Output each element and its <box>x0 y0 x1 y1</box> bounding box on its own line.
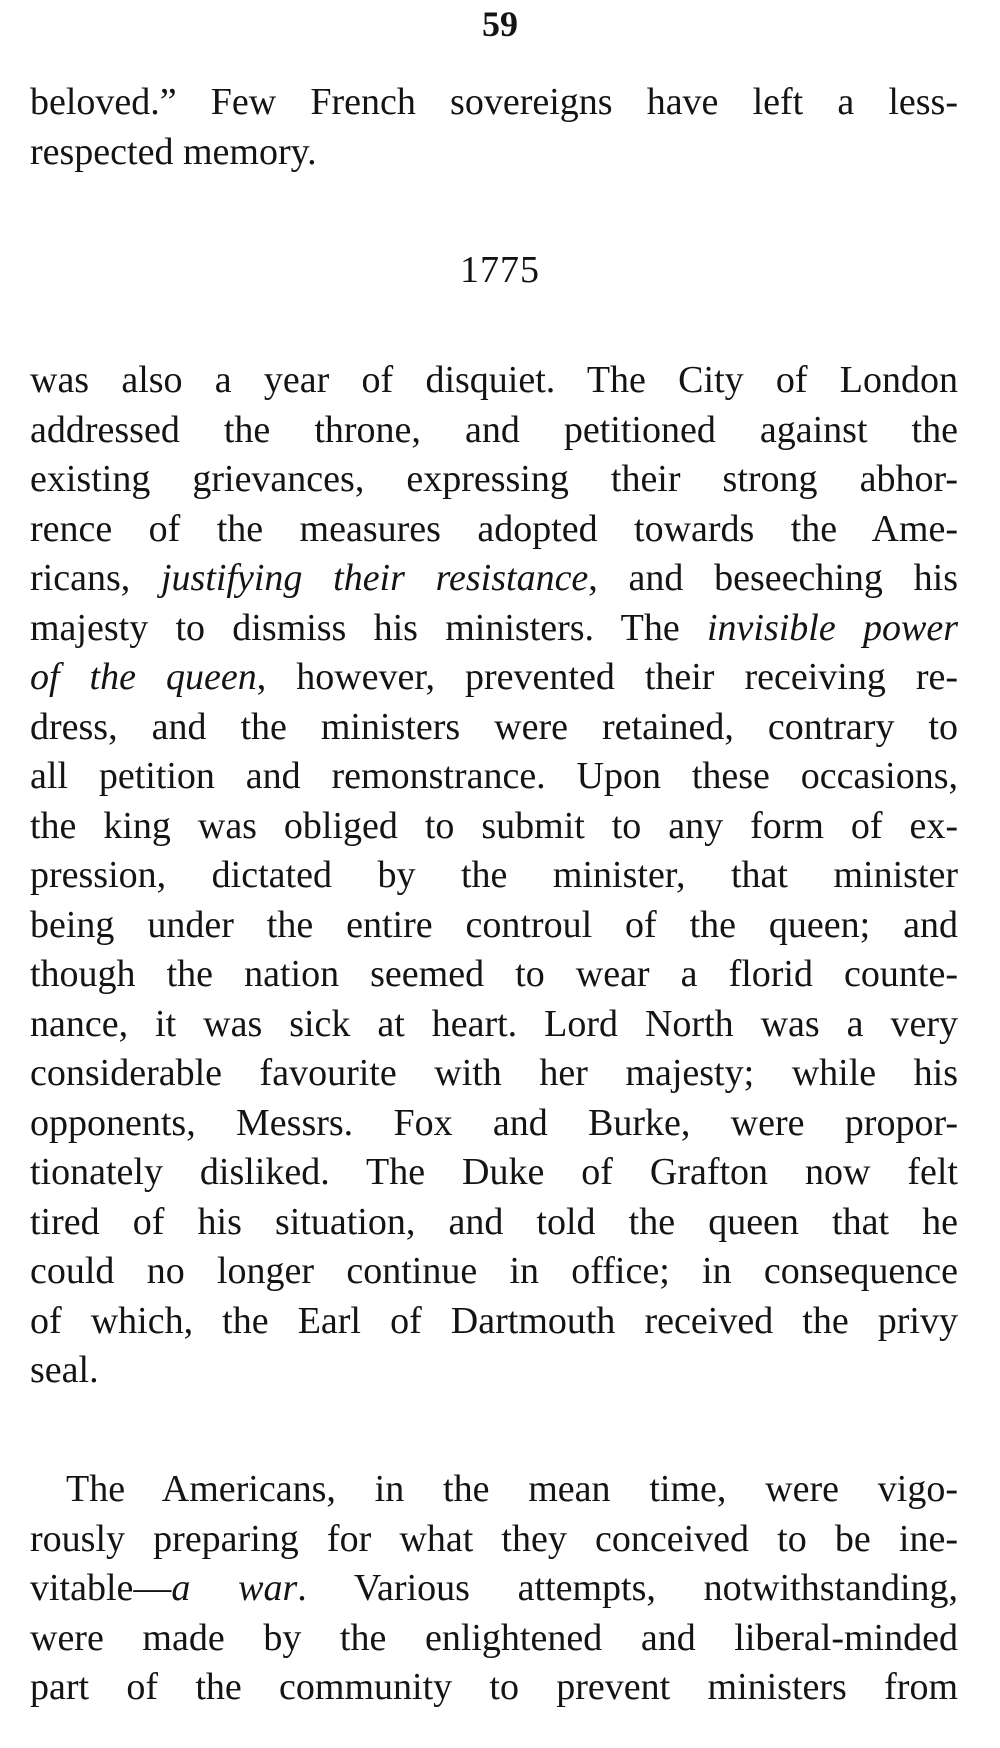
text-line-italic-mixed <box>30 653 958 703</box>
text-line: beloved.” Few French sovereigns have left a less- <box>30 81 958 123</box>
year-heading: 1775 <box>460 249 540 291</box>
text-line: seal. <box>30 1349 99 1391</box>
italic-phrase: a war <box>171 1567 298 1609</box>
text-segment: , and beseeching his <box>588 557 958 599</box>
text-line: addressed the throne, and petitioned against the <box>30 408 958 451</box>
text-line: respected memory. <box>30 130 317 173</box>
text-line: The Americans, in the mean time, were vigo- <box>66 1468 958 1510</box>
text-segment: vitable— <box>30 1567 172 1609</box>
text-line: though the nation seemed to wear a florid counte- <box>30 953 958 995</box>
text-line: tionately disliked. The Duke of Grafton now felt <box>30 1151 958 1193</box>
text-line: being under the entire controul of the queen; and <box>30 903 958 946</box>
text-line: opponents, Messrs. Fox and Burke, were propor- <box>30 1101 958 1144</box>
text-line: rously preparing for what they conceived to be ine- <box>30 1517 958 1560</box>
text-line: could no longer continue in office; in consequence <box>30 1250 958 1292</box>
text-segment: , however, prevented their receiving re- <box>256 656 959 698</box>
text-line-italic-mixed <box>30 604 958 654</box>
paragraph-americans <box>30 1465 958 1713</box>
text-line: existing grievances, expressing their strong abhor- <box>30 458 958 500</box>
text-line: part of the community to prevent ministers from <box>30 1666 958 1708</box>
paragraph-1775 <box>30 356 958 1396</box>
text-segment: majesty to dismiss his ministers. The <box>30 606 707 649</box>
text-line: pression, dictated by the minister, that minister <box>30 854 958 896</box>
text-line: tired of his situation, and told the queen that he <box>30 1200 958 1243</box>
text-line: was also a year of disquiet. The City of London <box>30 359 958 401</box>
text-line: rence of the measures adopted towards the Ame- <box>30 507 958 550</box>
text-line-italic-mixed <box>30 554 958 604</box>
text-line: dress, and the ministers were retained, contrary to <box>30 705 958 748</box>
text-segment: . Various attempts, notwithstanding, <box>297 1567 959 1609</box>
text-line: considerable favourite with her majesty; while his <box>30 1052 958 1094</box>
italic-phrase: justifying their resistance <box>160 557 589 599</box>
paragraph-continuation <box>30 78 958 177</box>
text-line: of which, the Earl of Dartmouth received the privy <box>30 1299 958 1342</box>
text-line: were made by the enlightened and liberal-minded <box>30 1616 958 1659</box>
italic-phrase: invisible power <box>706 606 958 649</box>
italic-phrase: of the queen <box>30 656 257 698</box>
page-number: 59 <box>482 4 518 44</box>
text-line-italic-mixed <box>30 1564 958 1614</box>
text-line: all petition and remonstrance. Upon these occasions, <box>30 755 958 797</box>
text-line: nance, it was sick at heart. Lord North was a very <box>30 1002 958 1045</box>
text-segment: ricans, <box>30 557 161 599</box>
text-line: the king was obliged to submit to any form of ex- <box>30 804 958 847</box>
